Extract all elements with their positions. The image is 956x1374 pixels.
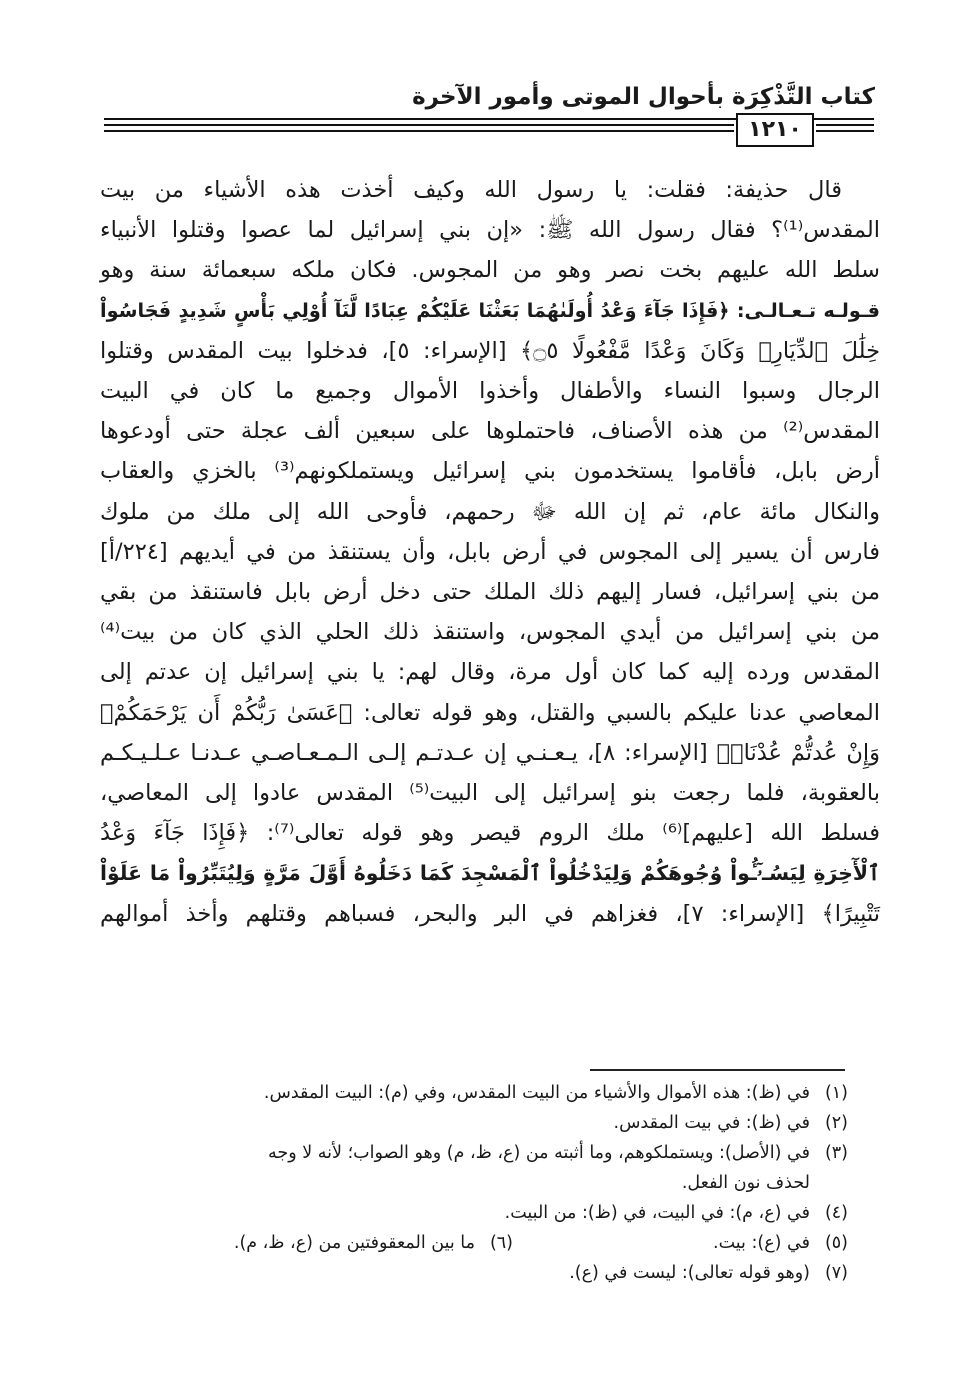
footnote-number: (٢) [824, 1113, 848, 1133]
footnote-text: في (ع، م): في البيت، في (ظ): من البيت. [504, 1203, 810, 1223]
footnote-text: في (ع): بيت. [713, 1233, 810, 1253]
footnote-7 [100, 1258, 848, 1288]
body-line: وَإِنْ عُدتُّمْ عُدْنَاۘ﴾ [الإسراء: ٨]، يـعـنـي إن عـدتـم إلـى الـمـعـاصـي عـدنـا عـلـيـكـم [100, 739, 880, 766]
footnote-text: ما بين المعقوفتين من (ع، ظ، م). [233, 1233, 475, 1253]
footnote-2 [100, 1108, 848, 1138]
body-line: قـولـه تـعـالـى: ﴿فَإِذَا جَآءَ وَعْدُ أُولَىٰهُمَا بَعَثْنَا عَلَيْكُمْ عِبَادًا لَّنَآ أُوْلِي بَأْسٍ شَدِيدٍ فَجَاسُواْ [100, 298, 880, 322]
footnote-text: في (ظ): في بيت المقدس. [613, 1113, 810, 1133]
body-line: الرجال وسبوا النساء والأطفال وأخذوا الأموال وجميع ما كان في البيت [100, 378, 880, 405]
body-line: سلط الله عليهم بخت نصر وهو من المجوس. فكان ملكه سبعمائة سنة وهو [100, 257, 880, 284]
footnote-number: (٤) [824, 1203, 848, 1223]
body-line: من بني إسرائيل، فسار إليهم ذلك الملك حتى دخل أرض بابل فاستنقذ من بقي [100, 579, 880, 606]
footnote-3 [100, 1138, 848, 1168]
body-line: فسلط الله [عليهم]⁽⁶⁾ ملك الروم قيصر وهو قوله تعالى⁽⁷⁾: ﴿فَإِذَا جَآءَ وَعْدُ [100, 820, 880, 847]
footnote-number: (٣) [824, 1143, 848, 1163]
footnote-separator [590, 1069, 845, 1071]
body-line: خِلَٰلَ ٱلدِّيَارِۚ وَكَانَ وَعْدًا مَّفْعُولًا ۝٥﴾ [الإسراء: ٥]، فدخلوا بيت المقدس وقتلوا [100, 337, 880, 364]
header-double-rule-left-1 [104, 124, 734, 126]
body-line: من بني إسرائيل من أيدي المجوس، واستنقذ ذلك الحلي الذي كان من بيت⁽⁴⁾ [100, 619, 880, 646]
footnote-3-continuation: لحذف نون الفعل. [681, 1173, 810, 1193]
body-line: والنكال مائة عام، ثم إن الله ﷻ رحمهم، فأوحى الله إلى ملك من ملوك [100, 498, 880, 525]
body-line: بالعقوبة، فلما رجعت بنو إسرائيل إلى البيت⁽⁵⁾ المقدس عادوا إلى المعاصي، [100, 780, 880, 807]
footnote-row-5-6 [100, 1228, 848, 1258]
header-double-rule-left-2 [104, 130, 734, 132]
footnote-number: (٧) [824, 1263, 848, 1283]
body-line: المعاصي عدنا عليكم بالسبي والقتل، وهو قوله تعالى: ﴿عَسَىٰ رَبُّكُمْ أَن يَرْحَمَكُمْۚ [100, 699, 880, 726]
footnote-4 [100, 1198, 848, 1228]
body-line: تَتْبِيرًا﴾ [الإسراء: ٧]، فغزاهم في البر والبحر، فسباهم وقتلهم وأخذ أموالهم [100, 900, 880, 927]
footnotes [100, 1078, 848, 1288]
body-line: المقدس ورده إليه كما كان أول مرة، وقال لهم: يا بني إسرائيل إن عدتم إلى [100, 659, 880, 686]
header-double-rule-right-2 [816, 130, 874, 132]
body-line: فارس أن يسير إلى المجوس في أرض بابل، وأن يستنقذ من في أيديهم [٢٢٤/أ] [100, 538, 880, 565]
running-header-title: كتاب التَّذْكِرَة بأحوال الموتى وأمور الآخرة [412, 84, 875, 110]
body-line: ٱلْأٓخِرَةِ لِيَسُـۥٓـُٔواْ وُجُوهَكُمْ وَلِيَدْخُلُواْ ٱلْمَسْجِدَ كَمَا دَخَلُوهُ أَوَّلَ مَرَّةٍ وَلِيُتَبِّرُواْ مَا عَلَوْاْ [100, 861, 880, 886]
footnote-text: (وهو قوله تعالى): ليست في (ع). [569, 1263, 810, 1283]
footnote-text: في (ظ): هذه الأموال والأشياء من البيت المقدس، وفي (م): البيت المقدس. [263, 1083, 810, 1103]
body-line: أرض بابل، فأقاموا يستخدمون بني إسرائيل ويستملكونهم⁽³⁾ بالخزي والعقاب [100, 458, 880, 485]
footnote-number: (٦) [489, 1233, 513, 1253]
footnote-6 [234, 1228, 513, 1258]
footnote-5 [513, 1228, 848, 1258]
page-number: ١٢١٠ [736, 113, 814, 147]
body-line: المقدس⁽¹⁾؟ فقال رسول الله ﷺ: «إن بني إسرائيل لما عصوا وقتلوا الأنبياء [100, 217, 880, 244]
footnote-number: (١) [824, 1083, 848, 1103]
footnote-number: (٥) [824, 1233, 848, 1253]
body-text [100, 170, 880, 934]
footnote-1 [100, 1078, 848, 1108]
body-line: المقدس⁽²⁾ من هذه الأصناف، فاحتملوها على سبعين ألف عجلة حتى أودعوها [100, 418, 880, 445]
header-double-rule-right-1 [816, 124, 874, 126]
body-line: قال حذيفة: فقلت: يا رسول الله وكيف أخذت هذه الأشياء من بيت [100, 177, 842, 203]
footnote-text: في (الأصل): ويستملكوهم، وما أثبته من (ع، ظ، م) وهو الصواب؛ لأنه لا وجه [268, 1143, 810, 1163]
